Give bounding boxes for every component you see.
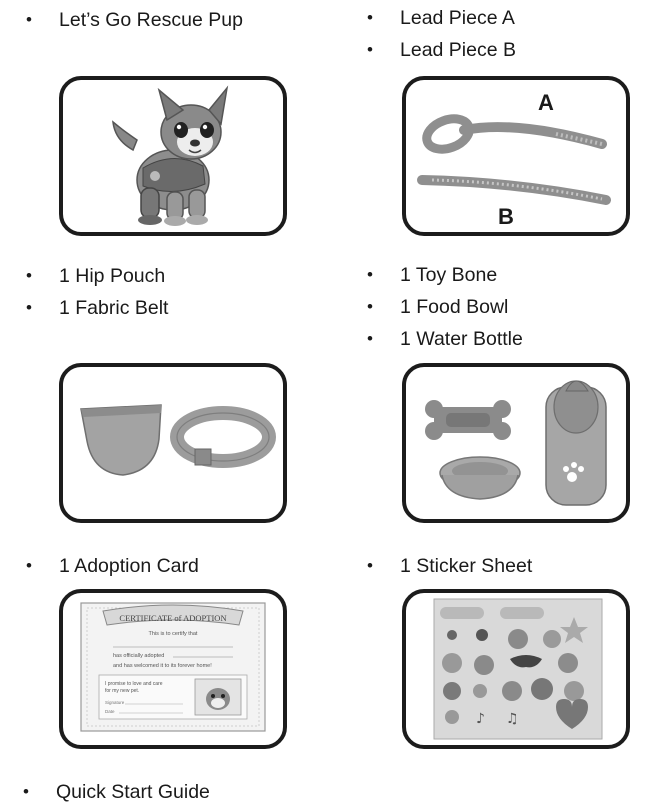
signature-label: Signature: [105, 700, 125, 705]
pup-list: [26, 4, 243, 36]
music-notes-icon: ♫: [506, 711, 519, 727]
bullet: •: [26, 298, 32, 317]
list-item: [26, 260, 168, 292]
pouch-list: [26, 260, 169, 324]
list-item: [367, 34, 517, 66]
welcomed-text: and has welcomed it to its forever home!: [113, 663, 212, 669]
list-item: [23, 776, 210, 808]
bullet: •: [367, 8, 373, 27]
accessories-image-frame: [402, 363, 630, 523]
item-label: 1 Water Bottle: [400, 328, 523, 350]
pouch-image-frame: [59, 363, 287, 523]
item-label: 1 Toy Bone: [400, 264, 498, 286]
list-item: [26, 4, 243, 36]
item-label: 1 Fabric Belt: [59, 297, 169, 319]
card-image-frame: [59, 589, 287, 749]
adopted-text: has officially adopted: [113, 653, 165, 659]
item-label: Lead Piece A: [400, 7, 515, 29]
date-label: Date: [105, 709, 115, 714]
certify-text: This is to certify that: [148, 631, 198, 637]
label-a: A: [538, 90, 554, 115]
list-item: [367, 291, 523, 323]
list-item: [26, 292, 169, 324]
label-b: B: [498, 204, 514, 229]
bone-bowl-bottle-illustration: [406, 367, 626, 519]
list-item: [367, 2, 516, 34]
bullet: •: [367, 297, 373, 316]
lead-pieces-illustration: [406, 80, 626, 232]
item-label: Let’s Go Rescue Pup: [59, 9, 243, 31]
promise-line-2: for my new pet.: [105, 688, 140, 694]
card-list: [26, 550, 199, 582]
sticker-sheet-illustration: [406, 593, 626, 745]
item-label: 1 Hip Pouch: [59, 265, 166, 287]
adoption-certificate-illustration: [63, 593, 283, 745]
pouch-belt-illustration: [63, 367, 283, 519]
bullet: •: [367, 329, 373, 348]
list-item: [26, 550, 199, 582]
promise-line-1: I promise to love and care: [105, 681, 163, 687]
bullet: •: [367, 40, 373, 59]
sticker-list: [367, 550, 533, 582]
item-label: 1 Adoption Card: [59, 555, 199, 577]
bullet: •: [26, 10, 32, 29]
pup-image-frame: [59, 76, 287, 236]
item-label: 1 Food Bowl: [400, 296, 509, 318]
certificate-title: CERTIFICATE of ADOPTION: [119, 613, 227, 623]
rescue-pup-illustration: [63, 80, 283, 232]
bullet: •: [26, 556, 32, 575]
list-item: [367, 323, 523, 355]
accessories-list: [367, 259, 523, 355]
list-item: [367, 550, 533, 582]
item-label: 1 Sticker Sheet: [400, 555, 533, 577]
item-label: Quick Start Guide: [56, 781, 210, 803]
bullet: •: [367, 556, 373, 575]
sticker-image-frame: [402, 589, 630, 749]
guide-list: [23, 776, 210, 808]
lead-list: [367, 2, 517, 66]
item-label: Lead Piece B: [400, 39, 517, 61]
music-note-icon: ♪: [476, 711, 485, 727]
bullet: •: [26, 266, 32, 285]
lead-image-frame: [402, 76, 630, 236]
list-item: [367, 259, 523, 291]
bullet: •: [367, 265, 373, 284]
bullet: •: [23, 782, 29, 801]
